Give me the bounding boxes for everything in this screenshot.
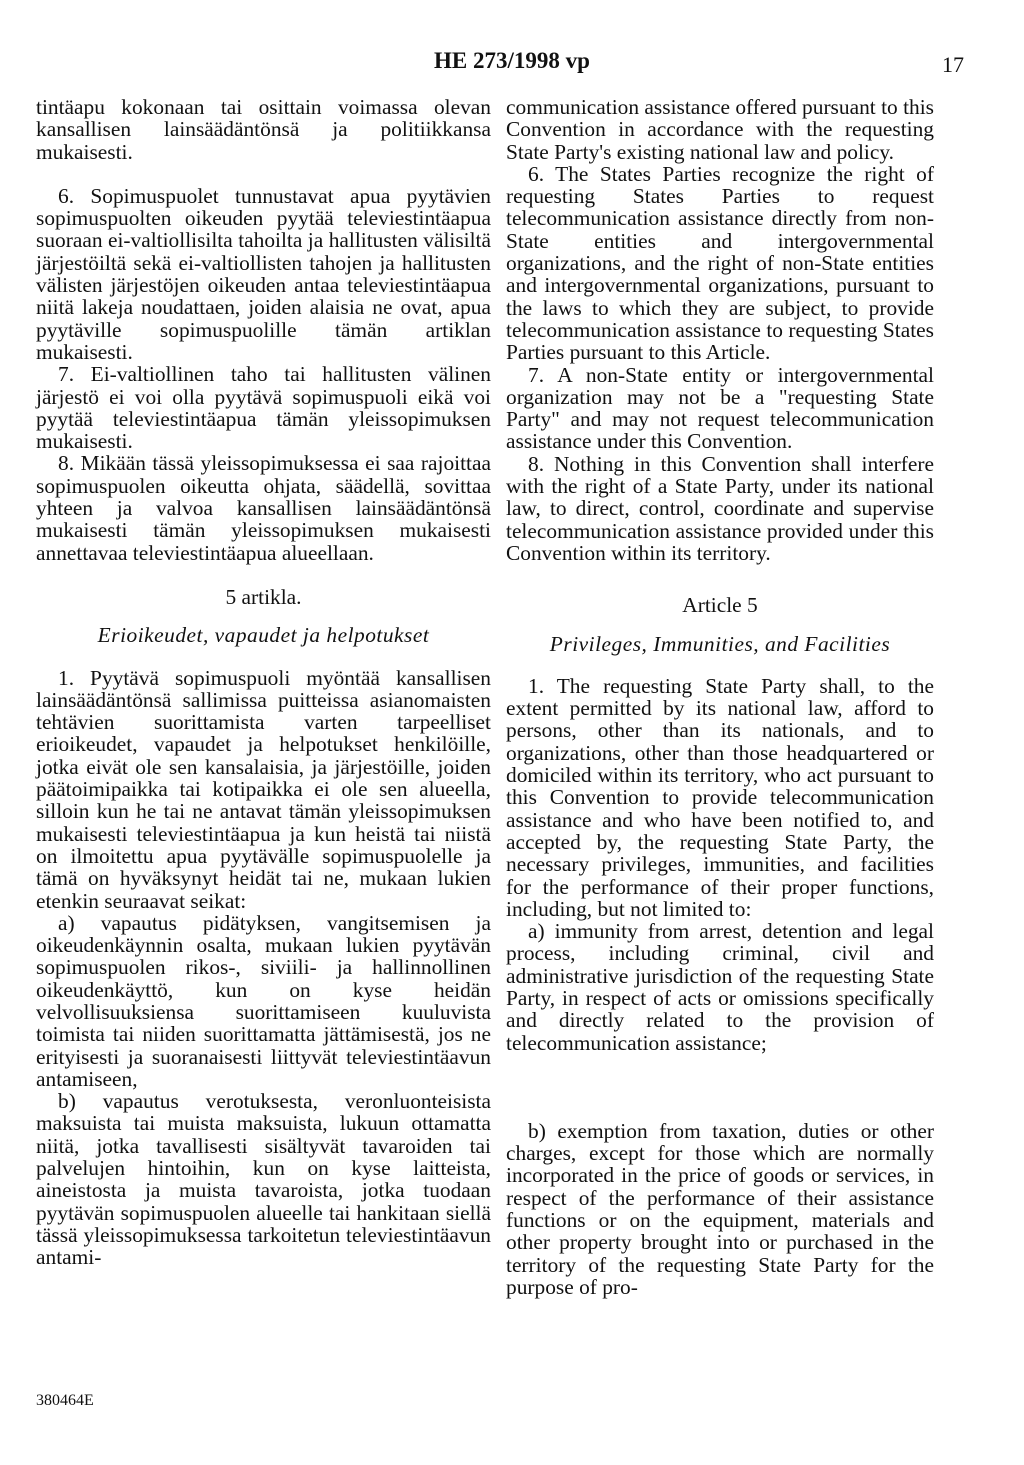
fi-article-5-paragraph-1: 1. Pyytävä sopimuspuoli myöntää kansallisen lainsäädäntönsä sallimissa puitteissa asianomaisten tehtävien suorittamista varten tarpeelliset erioikeudet, vapaudet ja helpotukset henkilöille, jotka eivät ole sen kansalaisia, ja järjestöille, joiden päätoimipaikka tai kotipaikka ei ole sen alueella, silloin kun he tai ne antavat tämän yleissopimuksen mukaisesti televiestintäapua ja kun heistä tai niistä on ilmoitettu apua pyytävälle sopimuspuolelle ja tämä on hyväksynyt heidät tai ne, mukaan lukien etenkin seuraavat seikat:	[36, 665, 491, 913]
fi-paragraph-7: 7. Ei-valtiollinen taho tai hallitusten välinen järjestö ei voi olla pyytävä sopimuspuoli eikä voi pyytää televiestintäapua tämän yleissopimuksen mukaisesti.	[36, 362, 491, 454]
document-header-title: HE 273/1998 vp	[434, 48, 590, 73]
en-paragraph-8: 8. Nothing in this Convention shall interfere with the right of a State Party, under its national law, to direct, control, coordinate and supervise telecommunication assistance provided under this Convention within its territory.	[506, 451, 934, 565]
en-paragraph-6: 6. The States Parties recognize the right of requesting States Parties to request telecommunication assistance directly from non-State entities and intergovernmental organizations, and the right of non-State entities and intergovernmental organizations, pursuant to the laws to which they are subject, to provide telecommunication assistance to requesting States Parties pursuant to this Article.	[506, 161, 934, 365]
page-number: 17	[942, 52, 964, 77]
fi-paragraph-6: 6. Sopimuspuolet tunnustavat apua pyytävien sopimuspuolten oikeuden pyytää televiestintäapua suoraan ei-valtiollisilta tahoilta ja hallitusten välisiltä järjestöiltä sekä ei-valtiollisten tahojen ja hallitusten välisten järjestöjen oikeuden antaa televiestintäapua niitä lakeja noudattaen, joiden alaisia ne ovat, apua pyytäville sopimuspuolille tämän artiklan mukaisesti.	[36, 183, 491, 364]
en-paragraph-7: 7. A non-State entity or intergovernmental organization may not be a "requesting State Party" and may not request telecommunication assistance under this Convention.	[506, 362, 934, 454]
fi-article-subheading: Erioikeudet, vapaudet ja helpotukset	[97, 623, 430, 648]
document-code: 380464E	[36, 1392, 94, 1409]
en-article-5-item-b: b) exemption from taxation, duties or other charges, except for those which are normally incorporated in the price of goods or services, in respect of the performance of their assistance functions or on the equipment, materials and other property brought into or purchased in the territory of the requesting State Party for the purpose of pro-	[506, 1118, 934, 1299]
en-article-heading: Article 5	[682, 593, 758, 618]
en-article-5-item-a: a) immunity from arrest, detention and legal process, including criminal, civil and administrative jurisdiction of the requesting State Party, in respect of acts or omissions specifically and directly related to the provision of telecommunication assistance;	[506, 919, 934, 1055]
fi-article-heading: 5 artikla.	[225, 584, 302, 609]
en-article-subheading: Privileges, Immunities, and Facilities	[549, 631, 891, 656]
en-article-5-paragraph-1: 1. The requesting State Party shall, to the extent permitted by its national law, afford to persons, other than its nationals, and to organizations, other than those headquartered or domiciled within its territory, who act pursuant to this Convention to provide telecommunication assistance and who have been notified to, and accepted by, the requesting State Party, the necessary privileges, immunities, and facilities for the performance of their proper functions, including, but not limited to:	[506, 673, 934, 921]
fi-article-5-item-a: a) vapautus pidätyksen, vangitsemisen ja oikeudenkäynnin osalta, mukaan lukien pyytävän sopimuspuolen rikos-, siviili- ja hallinnollinen oikeudenkäyttö, kun on kyse heidän velvollisuuksiensa suorittamiseen kuuluvista toimista tai niiden suorittamatta jättämisestä, jos ne erityisesti ja suoranaisesti liittyvät televiestintäavun antamiseen,	[36, 910, 491, 1091]
fi-intro-paragraph: tintäapu kokonaan tai osittain voimassa olevan kansallisen lainsäädäntönsä ja politiikkansa mukaisesti.	[36, 95, 491, 164]
finnish-column	[36, 96, 491, 1269]
fi-paragraph-8: 8. Mikään tässä yleissopimuksessa ei saa rajoittaa sopimuspuolen oikeutta ohjata, säädellä, sovittaa yhteen ja valvoa kansallisen lainsäädäntönsä mukaisesti tämän yleissopimuksen mukaisesti annettavaa televiestintäapua alueellaan.	[36, 451, 491, 565]
en-intro-paragraph: communication assistance offered pursuant to this Convention in accordance with the requesting State Party's existing national law and policy.	[506, 95, 934, 164]
english-column	[506, 96, 934, 1298]
fi-article-5-item-b: b) vapautus verotuksesta, veronluonteisista maksuista tai muista maksuista, lukuun ottamatta niitä, jotka tavallisesti sisältyvät tavaroiden tai palvelujen hintoihin, kun on kyse laitteista, aineistosta ja muista tavaroista, jotka tuodaan pyytävän sopimuspuolen alueelle tai hankitaan siellä tässä yleissopimuksessa tarkoitetun televiestintäavun antami-	[36, 1089, 491, 1270]
